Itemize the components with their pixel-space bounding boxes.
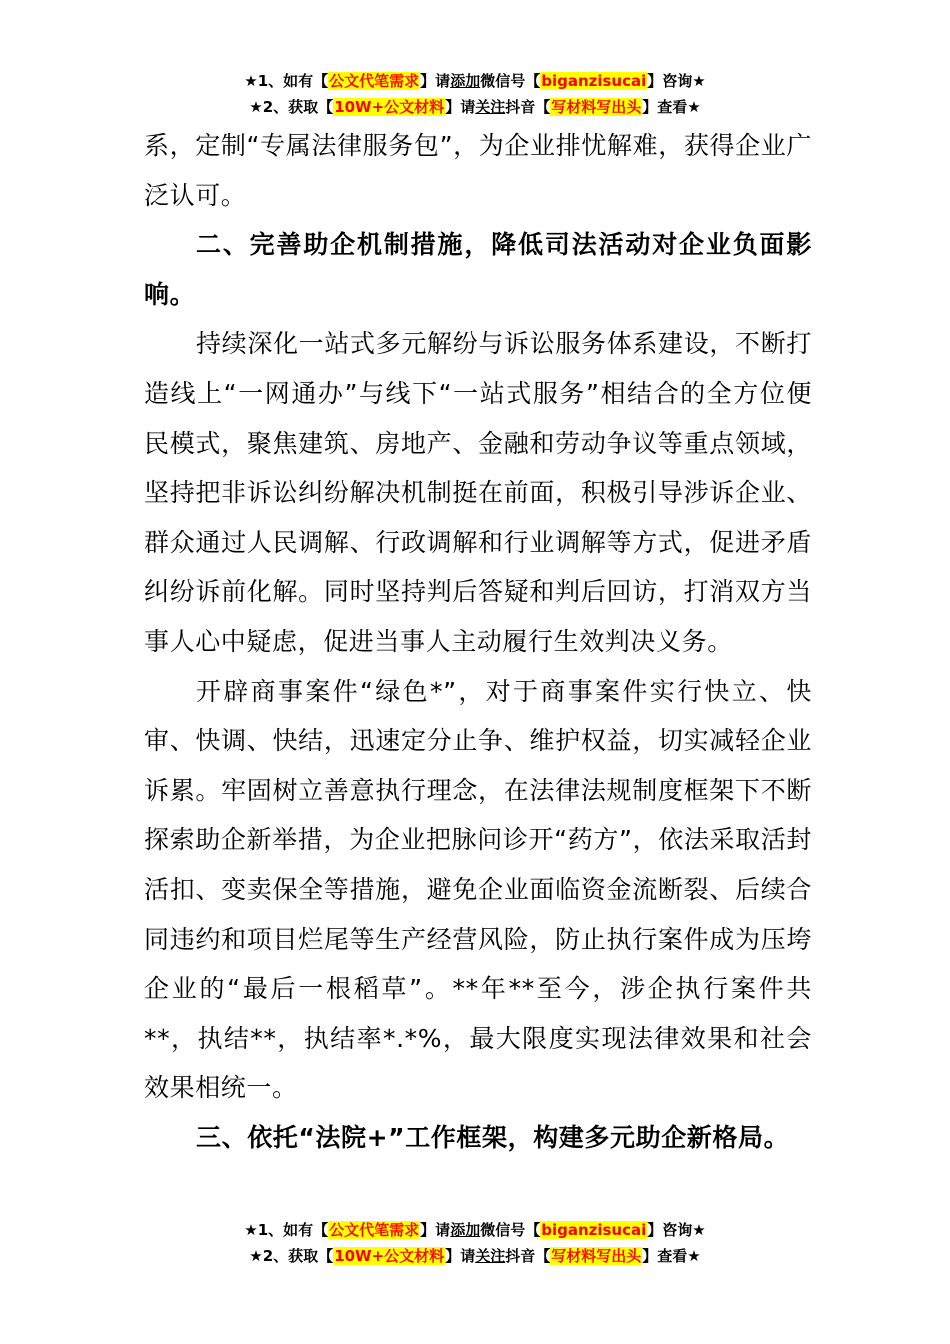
- promo-text: 】查看★: [642, 1247, 701, 1265]
- promo-text: ★2、获取【: [249, 1247, 334, 1265]
- promo-underlined-text: 关注: [475, 98, 506, 116]
- promo-text: 】请: [420, 1221, 451, 1239]
- promo-highlight: 10W+公文材料: [334, 1247, 445, 1265]
- promo-highlight-douyin-name: 写材料写出头: [551, 98, 642, 116]
- promo-line-2: [0, 1243, 950, 1269]
- promo-text: 微信号【: [480, 72, 541, 90]
- promo-banner-top: [0, 68, 950, 120]
- promo-text: 】请: [445, 98, 476, 116]
- paragraph-continued: 系，定制“专属法律服务包”，为企业排忧解难，获得企业广泛认可。: [144, 131, 812, 210]
- promo-text: 】咨询★: [647, 1221, 706, 1239]
- promo-underlined-text: 关注: [475, 1247, 506, 1265]
- promo-line-1: [0, 1217, 950, 1243]
- promo-highlight: 公文代笔需求: [329, 72, 420, 90]
- promo-line-2: [0, 94, 950, 120]
- promo-highlight-douyin-name: 写材料写出头: [551, 1247, 642, 1265]
- promo-text: 抖音【: [505, 98, 551, 116]
- promo-highlight-wechat-id: biganzisucai: [541, 1221, 647, 1239]
- promo-text: ★1、如有【: [244, 72, 329, 90]
- paragraph-commercial-cases: 开辟商事案件“绿色*”，对于商事案件实行快立、快审、快调、快结，迅速定分止争、维护权益，切实减轻企业诉累。牢固树立善意执行理念，在法律法规制度框架下不断探索助企新举措，为企业把脉问诊开“药方”，依法采取活封活扣、变卖保全等措施，避免企业面临资金流断裂、后续合同违约和项目烂尾等生产经营风险，防止执行案件成为压垮企业的“最后一根稻草”。**年**至今，涉企执行案件共**，执结**，执结率*.*%，最大限度实现法律效果和社会效果相统一。: [144, 676, 812, 1103]
- section-heading-3: 三、依托“法院+”工作框架，构建多元助企新格局。: [196, 1122, 790, 1152]
- promo-text: 】请: [445, 1247, 476, 1265]
- promo-text: ★1、如有【: [244, 1221, 329, 1239]
- promo-line-1: [0, 68, 950, 94]
- section-heading-2: 二、完善助企机制措施，降低司法活动对企业负面影响。: [144, 230, 812, 309]
- document-body: [144, 121, 812, 1162]
- promo-text: 抖音【: [505, 1247, 551, 1265]
- promo-text: 微信号【: [480, 1221, 541, 1239]
- promo-highlight: 10W+公文材料: [334, 98, 445, 116]
- promo-underlined-text: 添加: [450, 72, 481, 90]
- promo-text: 】请: [420, 72, 451, 90]
- paragraph-one-stop-service: 持续深化一站式多元解纷与诉讼服务体系建设，不断打造线上“一网通办”与线下“一站式服务”相结合的全方位便民模式，聚焦建筑、房地产、金融和劳动争议等重点领域，坚持把非诉讼纠纷解决机制挺在前面，积极引导涉诉企业、群众通过人民调解、行政调解和行业调解等方式，促进矛盾纠纷诉前化解。同时坚持判后答疑和判后回访，打消双方当事人心中疑虑，促进当事人主动履行生效判决义务。: [144, 329, 812, 656]
- promo-text: ★2、获取【: [249, 98, 334, 116]
- promo-highlight-wechat-id: biganzisucai: [541, 72, 647, 90]
- promo-highlight: 公文代笔需求: [329, 1221, 420, 1239]
- promo-banner-bottom: [0, 1217, 950, 1269]
- promo-text: 】查看★: [642, 98, 701, 116]
- promo-underlined-text: 添加: [450, 1221, 481, 1239]
- promo-text: 】咨询★: [647, 72, 706, 90]
